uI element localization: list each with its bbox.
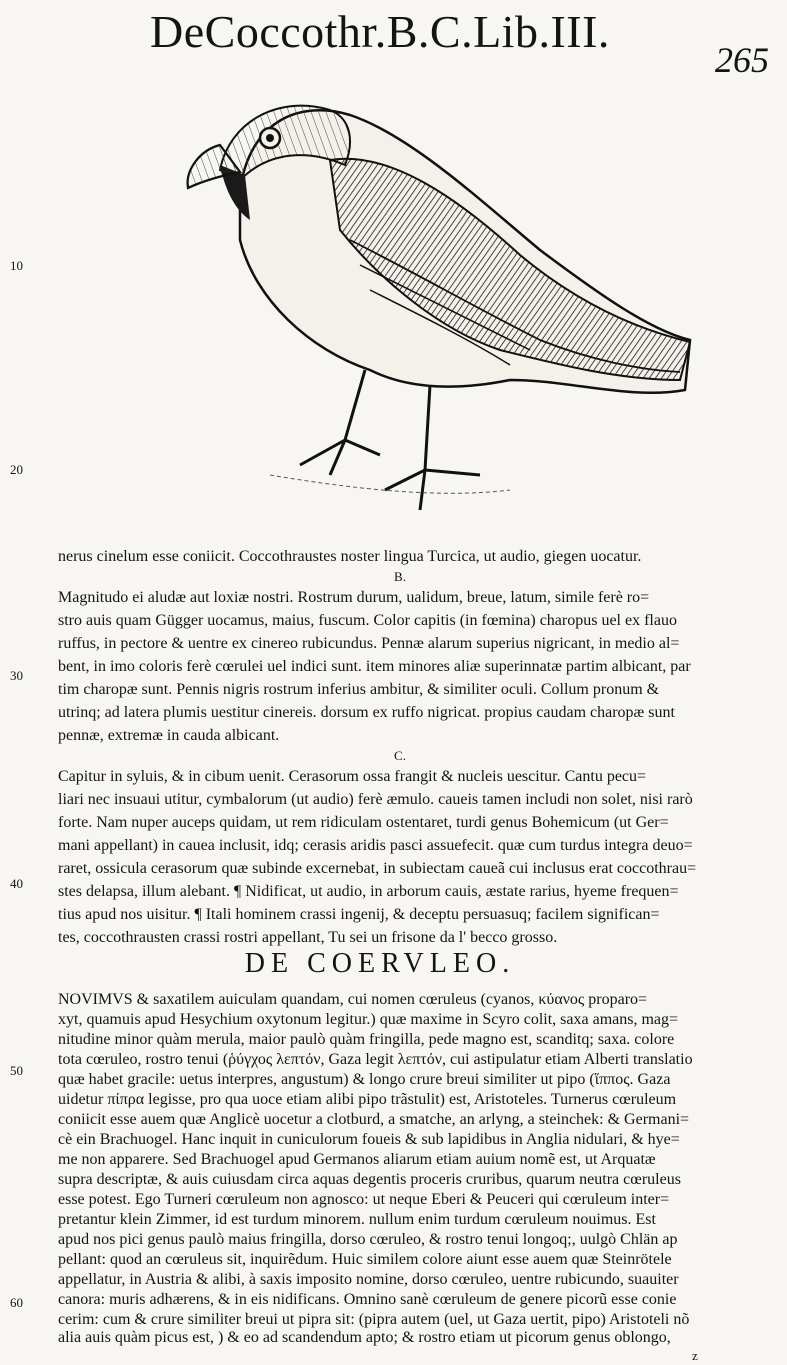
text-line: cè ein Brachuogel. Hanc inquit in cuniculorum foueis & sub lapidibus in Anglia nidulari, & hye= — [58, 1131, 680, 1148]
text-line: canora: muris adhærens, & in eis nidificans. Omnino sanè cœruleum de genere picorũ esse conie — [58, 1291, 677, 1308]
text-line: tim charopæ sunt. Pennis nigris rostrum inferius ambitur, & similiter oculi. Collum pronum & — [58, 681, 660, 698]
text-line: tota cœruleo, rostro tenui (ῥύγχος λεπτόν, Gaza legit λεπτόν, cui astipulatur etiam Alberti translatio — [58, 1051, 693, 1068]
text-line: apud nos pici genus paulò maius fringilla, dorso cœruleo, & rostro tenui longoq;, uulgò Chlän ap — [58, 1231, 678, 1248]
text-line: supra descriptæ, & auis cuiusdam circa aquas degentis proceris cruribus, quarum neutra cœruleus — [58, 1171, 681, 1188]
page-number: 265 — [715, 40, 769, 80]
running-header-title: DeCoccothr.B.C.Lib.III. — [150, 6, 610, 57]
bird-woodcut-illustration — [180, 80, 700, 530]
text-line: utrinq; ad latera plumis uestitur cinereis. dorsum ex ruffo nigricat. propius caudam charopæ sunt — [58, 704, 675, 721]
margin-line-number: 10 — [10, 258, 23, 273]
margin-line-number: 30 — [10, 668, 23, 683]
text-line: Magnitudo ei aludæ aut loxiæ nostri. Rostrum durum, ualidum, breue, latum, simile ferè ro= — [58, 589, 650, 606]
text-line: liari nec insuaui utitur, cymbalorum (ut audio) ferè æmulo. caueis tamen includi non solet, nisi rarò — [58, 791, 693, 808]
text-line: forte. Nam nuper auceps quidam, ut rem ridiculam ostentaret, turdi genus Bohemicum (ut Ger= — [58, 814, 669, 831]
text-line: quæ habet gracile: uetus interpres, angustum) & longo crure breui similiter ut pipo (ἵππος. Gaza — [58, 1071, 671, 1088]
text-line: ruffus, in pectore & uentre ex cinereo rubicundus. Pennæ alarum superius nigricant, in medio al= — [58, 635, 680, 652]
text-line: mani appellant) in cauea inclusit, idq; cerasis aridis pasci assuefecit. quæ cum turdus integra deuo= — [58, 837, 693, 854]
text-line: pellant: quod an cœruleus sit, inquirẽdum. Huic similem colore aiunt esse auem quæ Steinrötele — [58, 1251, 672, 1268]
section-letter: B. — [394, 569, 406, 584]
margin-line-number: 20 — [10, 462, 23, 477]
signature-mark: z — [692, 1348, 698, 1363]
text-line: appellatur, in Austria & alibi, à saxis imposito nomine, dorso cœruleo, uentre rubicundo, suauiter — [58, 1271, 679, 1288]
section-letter: C. — [394, 748, 406, 763]
text-line: esse potest. Ego Turneri cœruleum non agnosco: ut neque Eberi & Peuceri qui cœruleum inter= — [58, 1191, 670, 1208]
text-line: raret, ossicula cerasorum quæ subinde excernebat, in subiectam caueã cui inclusus erat coccothrau= — [58, 860, 697, 877]
text-line: pretantur klein Zimmer, id est turdum minorem. nullum enim turdum cœruleum nouimus. Est — [58, 1211, 656, 1228]
text-line: stro auis quam Gügger uocamus, maius, fuscum. Color capitis (in fœmina) charopus uel ex flauo — [58, 612, 677, 629]
chapter-heading: DE COERVLEO. — [244, 948, 516, 979]
text-line: xyt, quamuis apud Hesychium oxytonum legitur.) quæ maxime in Scyro colit, saxa amans, mag= — [58, 1011, 679, 1028]
text-line: tes, coccothrausten crassi rostri appellant, Tu sei un frisone da l' becco grosso. — [58, 929, 558, 946]
text-line: Capitur in syluis, & in cibum uenit. Cerasorum ossa frangit & nucleis uescitur. Cantu pecu= — [58, 768, 647, 785]
text-line: bent, in imo coloris ferè cœrulei uel indici sunt. item minores aliæ superinnatæ partim albicant, par — [58, 658, 691, 675]
text-line: uidetur πίπρα legisse, pro qua uoce etiam alibi pipo trãstulit) est, Aristoteles. Turnerus cœruleum — [58, 1091, 677, 1108]
text-line: nerus cinelum esse coniicit. Coccothraustes noster lingua Turcica, ut audio, giegen uocatur. — [58, 548, 642, 565]
text-line: me non apparere. Sed Brachuogel apud Germanos aliarum etiam auium nomẽ est, ut Arquatæ — [58, 1151, 656, 1168]
text-line: coniicit esse auem quæ Anglicè uocetur a clotburd, a smatche, an arlyng, a steinchek: & Germani= — [58, 1111, 690, 1128]
text-line: pennæ, extremæ in cauda albicant. — [58, 727, 280, 744]
text-line: alia auis quàm picus est, ) & eo ad scandendum apto; & rostro etiam ut picorum genus oblongo, — [58, 1329, 671, 1346]
margin-line-number: 40 — [10, 876, 23, 891]
margin-line-number: 50 — [10, 1063, 23, 1078]
text-line: tius apud nos uisitur. ¶ Itali hominem crassi ingenij, & deceptu persuasuq; facilem significan= — [58, 906, 660, 923]
text-line: nitudine minor quàm merula, maior paulò quàm fringilla, pede magno est, scanditq; saxa. colore — [58, 1031, 675, 1048]
margin-line-number: 60 — [10, 1295, 23, 1310]
text-line: cerim: cum & crure similiter breui ut pipra sit: (pipra autem (uel, ut Gaza uertit, pipo) Aristoteli nõ — [58, 1311, 690, 1328]
text-line: NOVIMVS & saxatilem auiculam quandam, cui nomen cœruleus (cyanos, κύανος proparo= — [58, 991, 648, 1008]
text-line: stes delapsa, illum alebant. ¶ Nidificat, ut audio, in arborum cauis, æstate rarius, hyeme frequen= — [58, 883, 679, 900]
